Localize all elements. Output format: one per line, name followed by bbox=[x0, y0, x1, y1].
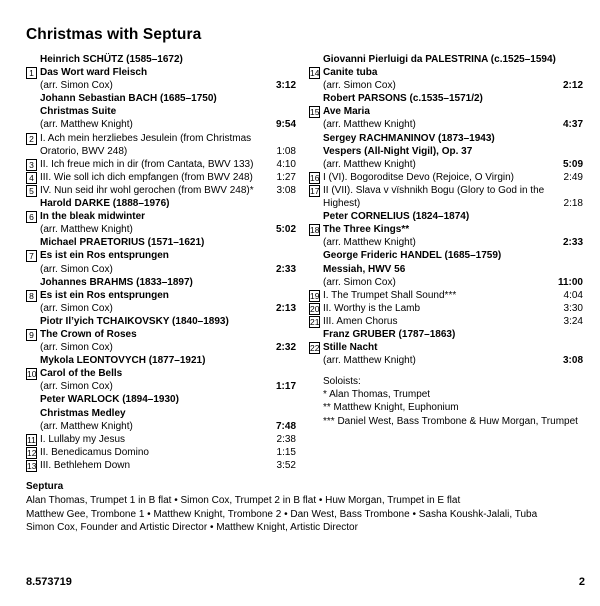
work-title bbox=[26, 367, 296, 380]
track-row bbox=[309, 315, 583, 328]
duration: 4:04 bbox=[563, 289, 583, 301]
duration: 9:54 bbox=[275, 119, 296, 131]
track-row bbox=[26, 459, 296, 472]
row-text: Robert PARSONS (c.1535–1571/2) bbox=[323, 93, 483, 105]
row-text: II. Benedicamus Domino bbox=[40, 446, 149, 458]
row-text: Franz GRUBER (1787–1863) bbox=[323, 328, 456, 340]
row-text: Mykola LEONTOVYCH (1877–1921) bbox=[40, 355, 206, 367]
track-number: 20 bbox=[310, 303, 320, 314]
duration: 2:38 bbox=[276, 433, 296, 445]
track-number: 14 bbox=[310, 68, 320, 79]
duration: 1:08 bbox=[276, 145, 296, 157]
duration: 1:17 bbox=[275, 381, 296, 393]
track-number: 10 bbox=[27, 369, 37, 380]
composer-heading bbox=[26, 276, 296, 289]
row-text: The Three Kings** bbox=[323, 224, 410, 236]
duration: 2:12 bbox=[562, 80, 583, 92]
work-title bbox=[26, 66, 296, 79]
arrangement-line bbox=[26, 420, 296, 433]
arrangement-line bbox=[26, 223, 296, 236]
row-text: Piotr Il’yich TCHAIKOVSKY (1840–1893) bbox=[40, 315, 229, 327]
row-text: (arr. Simon Cox) bbox=[40, 302, 113, 314]
track-number: 22 bbox=[310, 343, 320, 354]
track-row bbox=[26, 446, 296, 459]
row-text: (arr. Simon Cox) bbox=[40, 80, 113, 92]
track-row bbox=[26, 132, 296, 158]
row-text: Johannes BRAHMS (1833–1897) bbox=[40, 276, 193, 288]
work-title bbox=[26, 210, 296, 223]
ensemble-credits bbox=[26, 480, 586, 535]
duration: 11:00 bbox=[557, 276, 583, 288]
work-title bbox=[26, 249, 296, 262]
duration: 3:12 bbox=[275, 80, 296, 92]
track-number: 4 bbox=[26, 172, 37, 184]
track-row bbox=[26, 171, 296, 184]
duration: 2:49 bbox=[563, 171, 583, 183]
track-number: 1 bbox=[26, 67, 37, 79]
track-number: 16 bbox=[310, 172, 320, 183]
track-list-left bbox=[26, 53, 296, 472]
ensemble-line: Alan Thomas, Trumpet 1 in B flat • Simon Cox, Trumpet 2 in B flat • Huw Morgan, Trumpet in E flat bbox=[26, 495, 461, 507]
row-text: Carol of the Bells bbox=[40, 368, 123, 380]
catalog-number: 8.573719 bbox=[26, 576, 72, 588]
row-text: II (VII). Slava v vïshnikh Bogu (Glory to God in the Highest) bbox=[323, 184, 545, 210]
track-number: 12 bbox=[27, 447, 37, 458]
track-number: 8 bbox=[26, 290, 37, 302]
composer-heading bbox=[309, 132, 583, 145]
track-number: 18 bbox=[310, 225, 320, 236]
composer-heading bbox=[309, 53, 583, 66]
track-row bbox=[309, 302, 583, 315]
track-number: 19 bbox=[310, 290, 320, 301]
row-text: IV. Nun seid ihr wohl gerochen (from BWV 248)* bbox=[40, 184, 254, 196]
row-text: (arr. Simon Cox) bbox=[40, 342, 113, 354]
track-list-right bbox=[309, 53, 583, 428]
page-number: 2 bbox=[578, 576, 585, 588]
row-text: Peter CORNELIUS (1824–1874) bbox=[323, 211, 470, 223]
duration: 2:33 bbox=[275, 263, 296, 275]
row-text: (arr. Matthew Knight) bbox=[323, 237, 416, 249]
duration: 2:13 bbox=[275, 302, 296, 314]
duration: 3:08 bbox=[562, 355, 583, 367]
row-text: Ave Maria bbox=[323, 106, 370, 118]
row-text: Johann Sebastian BACH (1685–1750) bbox=[40, 93, 217, 105]
composer-heading bbox=[26, 354, 296, 367]
composer-heading bbox=[309, 249, 583, 262]
row-text: I. Ach mein herzliebes Jesulein (from Christmas Oratorio, BWV 248) bbox=[40, 132, 252, 157]
duration: 7:48 bbox=[275, 420, 296, 432]
arrangement-line bbox=[309, 236, 583, 249]
row-text: Vespers (All-Night Vigil), Op. 37 bbox=[323, 145, 473, 157]
soloist-line bbox=[309, 401, 583, 414]
duration: 2:33 bbox=[562, 237, 583, 249]
composer-heading bbox=[26, 236, 296, 249]
duration: 5:09 bbox=[562, 158, 583, 170]
row-text: Es ist ein Ros entsprungen bbox=[40, 289, 169, 301]
page-title: Christmas with Septura bbox=[26, 26, 202, 43]
spacer bbox=[309, 367, 583, 375]
composer-heading bbox=[26, 393, 296, 406]
row-text: (arr. Matthew Knight) bbox=[40, 224, 133, 236]
composer-heading bbox=[309, 210, 583, 223]
duration: 4:37 bbox=[562, 119, 583, 131]
arrangement-line bbox=[309, 276, 583, 289]
composer-heading bbox=[309, 328, 583, 341]
row-text: Das Wort ward Fleisch bbox=[40, 67, 148, 79]
row-text: III. Bethlehem Down bbox=[40, 459, 131, 471]
track-number: 9 bbox=[26, 329, 37, 341]
track-number: 15 bbox=[310, 107, 320, 118]
row-text: Heinrich SCHÜTZ (1585–1672) bbox=[40, 54, 183, 65]
row-text: George Frideric HANDEL (1685–1759) bbox=[323, 250, 502, 262]
row-text: In the bleak midwinter bbox=[40, 211, 146, 223]
row-text: I. The Trumpet Shall Sound*** bbox=[323, 289, 457, 301]
row-text: I. Lullaby my Jesus bbox=[40, 433, 126, 445]
arrangement-line bbox=[26, 341, 296, 354]
track-number: 13 bbox=[27, 460, 37, 471]
row-text: (arr. Simon Cox) bbox=[323, 276, 396, 288]
arrangement-line bbox=[26, 263, 296, 276]
row-text: (arr. Matthew Knight) bbox=[323, 119, 416, 131]
duration: 3:30 bbox=[563, 302, 583, 314]
row-text: (arr. Matthew Knight) bbox=[40, 119, 133, 131]
arrangement-line bbox=[309, 118, 583, 131]
track-number: 3 bbox=[26, 159, 37, 171]
track-row bbox=[309, 184, 583, 210]
duration: 3:52 bbox=[276, 459, 296, 471]
track-row bbox=[309, 289, 583, 302]
track-row bbox=[26, 158, 296, 171]
row-text: I (VI). Bogoroditse Devo (Rejoice, O Virgin) bbox=[323, 171, 515, 183]
arrangement-line bbox=[309, 354, 583, 367]
row-text: II. Worthy is the Lamb bbox=[323, 302, 421, 314]
composer-heading bbox=[309, 92, 583, 105]
row-text: Canite tuba bbox=[323, 67, 378, 79]
row-text: Stille Nacht bbox=[323, 342, 378, 354]
track-number: 7 bbox=[26, 250, 37, 262]
row-text: Peter WARLOCK (1894–1930) bbox=[40, 394, 179, 406]
duration: 3:08 bbox=[276, 184, 296, 196]
work-title bbox=[26, 407, 296, 420]
duration: 2:32 bbox=[275, 342, 296, 354]
row-text: Giovanni Pierluigi da PALESTRINA (c.1525–1594) bbox=[323, 54, 556, 65]
row-text: * Alan Thomas, Trumpet bbox=[323, 389, 431, 401]
duration: 2:18 bbox=[563, 198, 583, 210]
work-title bbox=[309, 341, 583, 354]
duration: 3:24 bbox=[563, 315, 583, 327]
row-text: (arr. Simon Cox) bbox=[40, 381, 113, 393]
row-text: (arr. Matthew Knight) bbox=[40, 420, 133, 432]
row-text: *** Daniel West, Bass Trombone & Huw Morgan, Trumpet bbox=[323, 415, 578, 427]
arrangement-line bbox=[26, 79, 296, 92]
row-text: ** Matthew Knight, Euphonium bbox=[323, 402, 459, 414]
work-title bbox=[26, 328, 296, 341]
track-number: 6 bbox=[26, 211, 37, 223]
duration: 1:15 bbox=[276, 446, 296, 458]
composer-heading bbox=[26, 92, 296, 105]
ensemble-line: Matthew Gee, Trombone 1 • Matthew Knight, Trombone 2 • Dan West, Bass Trombone • Sasha Koushk-Jalali, Tuba bbox=[26, 508, 538, 520]
row-text: Soloists: bbox=[323, 376, 361, 388]
track-number: 5 bbox=[26, 185, 37, 197]
row-text: (arr. Matthew Knight) bbox=[323, 355, 416, 367]
composer-heading bbox=[26, 197, 296, 210]
track-number: 2 bbox=[26, 133, 37, 145]
row-text: Christmas Medley bbox=[40, 407, 126, 419]
ensemble-line: Simon Cox, Founder and Artistic Director • Matthew Knight, Artistic Director bbox=[26, 522, 358, 534]
arrangement-line bbox=[26, 302, 296, 315]
row-text: (arr. Simon Cox) bbox=[323, 80, 396, 92]
row-text: (arr. Simon Cox) bbox=[40, 263, 113, 275]
arrangement-line bbox=[309, 158, 583, 171]
ensemble-title: Septura bbox=[26, 481, 64, 492]
row-text: Christmas Suite bbox=[40, 106, 117, 118]
arrangement-line bbox=[26, 118, 296, 131]
work-title bbox=[26, 105, 296, 118]
soloist-line bbox=[309, 388, 583, 401]
work-title bbox=[309, 66, 583, 79]
row-text: Messiah, HWV 56 bbox=[323, 263, 406, 275]
row-text: II. Ich freue mich in dir (from Cantata, BWV 133) bbox=[40, 158, 254, 170]
soloist-line bbox=[309, 375, 583, 388]
arrangement-line bbox=[309, 79, 583, 92]
row-text: III. Amen Chorus bbox=[323, 315, 398, 327]
composer-heading bbox=[26, 315, 296, 328]
soloist-line bbox=[309, 415, 583, 428]
work-title bbox=[309, 105, 583, 118]
work-title bbox=[309, 263, 583, 276]
row-text: Harold DARKE (1888–1976) bbox=[40, 198, 170, 210]
row-text: III. Wie soll ich dich empfangen (from BWV 248) bbox=[40, 171, 253, 183]
track-number: 17 bbox=[310, 185, 320, 196]
duration: 4:10 bbox=[276, 158, 296, 170]
row-text: (arr. Matthew Knight) bbox=[323, 158, 416, 170]
row-text: Sergey RACHMANINOV (1873–1943) bbox=[323, 132, 495, 144]
track-number: 11 bbox=[27, 434, 36, 445]
track-row bbox=[26, 184, 296, 197]
row-text: The Crown of Roses bbox=[40, 328, 137, 340]
track-number: 21 bbox=[310, 316, 320, 327]
track-row bbox=[309, 171, 583, 184]
work-title bbox=[26, 289, 296, 302]
work-title bbox=[309, 223, 583, 236]
work-title bbox=[309, 145, 583, 158]
track-row bbox=[26, 433, 296, 446]
arrangement-line bbox=[26, 380, 296, 393]
composer-heading bbox=[26, 53, 296, 66]
row-text: Es ist ein Ros entsprungen bbox=[40, 250, 169, 262]
duration: 5:02 bbox=[275, 224, 296, 236]
row-text: Michael PRAETORIUS (1571–1621) bbox=[40, 237, 205, 249]
duration: 1:27 bbox=[276, 171, 296, 183]
